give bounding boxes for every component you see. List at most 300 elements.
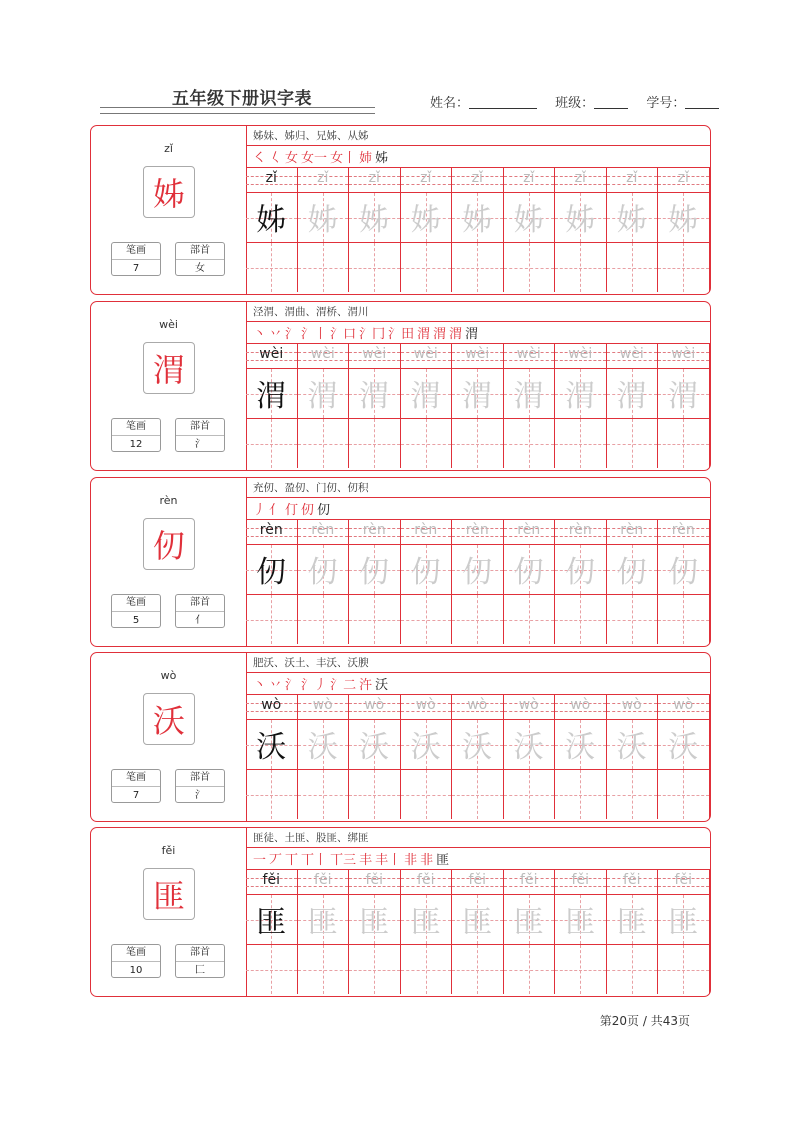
radical-label: 部首 xyxy=(176,419,224,436)
blank-practice-cell[interactable] xyxy=(246,594,298,644)
char-cell[interactable] xyxy=(658,368,710,418)
char-cell[interactable] xyxy=(246,719,298,769)
char-trace: 匪 xyxy=(256,905,287,940)
word-examples: 充仞、盈仞、门仞、仞积 xyxy=(253,482,369,494)
blank-practice-cell[interactable] xyxy=(349,769,401,819)
pinyin-trace: wèi xyxy=(413,346,438,362)
char-cell[interactable] xyxy=(555,719,607,769)
student-fields xyxy=(430,92,719,111)
pinyin-trace: zǐ xyxy=(626,170,638,186)
pinyin-cell[interactable] xyxy=(349,520,401,544)
title-underline xyxy=(100,107,375,114)
pinyin-cell[interactable] xyxy=(504,695,556,719)
pinyin-cell[interactable] xyxy=(555,870,607,894)
practice-panel xyxy=(246,478,710,646)
stroke-step: 氵⼁ xyxy=(301,327,328,342)
stroke-order xyxy=(253,147,391,166)
pinyin-trace: wèi xyxy=(516,346,541,362)
blank-practice-cell[interactable] xyxy=(246,242,298,292)
char-cell[interactable] xyxy=(452,368,504,418)
stroke-step: 丷 xyxy=(269,678,283,693)
pinyin: rèn xyxy=(159,494,178,507)
id-label: 学号： xyxy=(646,96,686,111)
stroke-count-box xyxy=(111,944,161,978)
blank-practice-cell[interactable] xyxy=(298,242,350,292)
stroke-step: 丶 xyxy=(253,327,267,342)
blank-practice-cell[interactable] xyxy=(349,242,401,292)
char-cell[interactable] xyxy=(504,894,556,944)
practice-panel xyxy=(246,126,710,294)
blank-practice-cell[interactable] xyxy=(658,769,710,819)
stroke-count-label: 笔画 xyxy=(112,770,160,787)
char-cell[interactable] xyxy=(452,894,504,944)
pinyin-cell[interactable] xyxy=(246,344,298,368)
char-cell[interactable] xyxy=(607,894,659,944)
radical-label: 部首 xyxy=(176,770,224,787)
radical-label: 部首 xyxy=(176,243,224,260)
char-trace: 姊 xyxy=(256,203,287,238)
char-cell[interactable] xyxy=(452,719,504,769)
divider xyxy=(246,321,710,322)
char-cell[interactable] xyxy=(658,544,710,594)
pinyin: wò xyxy=(160,669,177,682)
char-trace: 匪 xyxy=(668,905,699,940)
pinyin-cell[interactable] xyxy=(298,870,350,894)
stroke-step: 氵 xyxy=(285,678,299,693)
char-cell[interactable] xyxy=(452,192,504,242)
blank-practice-cell[interactable] xyxy=(658,594,710,644)
stroke-step: 女⼀ xyxy=(301,151,328,166)
char-trace: 匪 xyxy=(462,905,493,940)
stroke-step: 渭 xyxy=(417,327,431,342)
char-cell[interactable] xyxy=(246,544,298,594)
pinyin-trace: rèn xyxy=(568,522,592,538)
blank-practice-cell[interactable] xyxy=(246,944,298,994)
pinyin: zǐ xyxy=(164,142,173,155)
stroke-step: 氵⼝ xyxy=(330,327,357,342)
char-cell[interactable] xyxy=(555,894,607,944)
pinyin-trace: zǐ xyxy=(420,170,432,186)
pinyin-cell[interactable] xyxy=(401,344,453,368)
divider xyxy=(246,497,710,498)
pinyin-cell[interactable] xyxy=(349,344,401,368)
char-cell[interactable] xyxy=(607,544,659,594)
char-trace: 姊 xyxy=(668,203,699,238)
char-cell[interactable] xyxy=(298,368,350,418)
pinyin-cell[interactable] xyxy=(504,168,556,192)
divider xyxy=(246,847,710,848)
pinyin-trace: wò xyxy=(312,697,333,713)
pinyin-cell[interactable] xyxy=(555,695,607,719)
character-card xyxy=(90,125,711,295)
radical-box xyxy=(175,242,225,276)
blank-practice-cell[interactable] xyxy=(246,769,298,819)
pinyin-cell[interactable] xyxy=(504,520,556,544)
blank-practice-cell[interactable] xyxy=(401,242,453,292)
pinyin-cell[interactable] xyxy=(298,520,350,544)
char-cell[interactable] xyxy=(658,719,710,769)
pinyin-cell[interactable] xyxy=(401,870,453,894)
radical-value: 亻 xyxy=(195,615,205,626)
stroke-count-value: 7 xyxy=(132,790,140,801)
pinyin-trace: fěi xyxy=(623,872,641,888)
pinyin-trace: fěi xyxy=(571,872,589,888)
pinyin-trace: fěi xyxy=(674,872,692,888)
char-trace: 仞 xyxy=(616,555,647,590)
blank-practice-cell[interactable] xyxy=(555,769,607,819)
char-trace: 渭 xyxy=(565,379,596,414)
char-trace: 仞 xyxy=(668,555,699,590)
practice-panel xyxy=(246,653,710,821)
blank-practice-cell[interactable] xyxy=(401,944,453,994)
char-cell[interactable] xyxy=(349,368,401,418)
radical-box xyxy=(175,944,225,978)
blank-practice-cell[interactable] xyxy=(555,594,607,644)
pinyin-trace: rèn xyxy=(362,522,386,538)
stroke-count-box xyxy=(111,418,161,452)
radical-box xyxy=(175,594,225,628)
pinyin-cell[interactable] xyxy=(607,168,659,192)
char-info-panel xyxy=(91,478,247,646)
radical-box xyxy=(175,769,225,803)
stroke-count-label: 笔画 xyxy=(112,243,160,260)
blank-practice-cell[interactable] xyxy=(504,418,556,468)
pinyin-trace: rèn xyxy=(414,522,438,538)
radical-label: 部首 xyxy=(176,945,224,962)
page-title: 五年级下册识字表 xyxy=(172,89,312,109)
blank-practice-cell[interactable] xyxy=(504,242,556,292)
pinyin-trace: zǐ xyxy=(265,170,277,186)
pinyin-cell[interactable] xyxy=(401,520,453,544)
pinyin-trace: wò xyxy=(364,697,385,713)
writing-grid xyxy=(246,520,710,646)
stroke-step: 匪 xyxy=(436,853,450,868)
pinyin-trace: zǐ xyxy=(368,170,380,186)
pinyin-cell[interactable] xyxy=(658,695,710,719)
stroke-count-value: 7 xyxy=(132,263,140,274)
id-field[interactable] xyxy=(685,94,719,109)
character-card xyxy=(90,477,711,647)
char-cell[interactable] xyxy=(298,544,350,594)
stroke-count-value: 12 xyxy=(129,439,143,450)
char-trace: 仞 xyxy=(359,555,390,590)
pinyin-cell[interactable] xyxy=(452,695,504,719)
stroke-step: 亻 xyxy=(269,503,283,518)
char-trace: 仞 xyxy=(513,555,544,590)
main-character: 仞 xyxy=(143,518,195,570)
stroke-step: 丰丨 xyxy=(375,853,402,868)
blank-practice-cell[interactable] xyxy=(401,594,453,644)
pinyin-cell[interactable] xyxy=(555,344,607,368)
pinyin-cell[interactable] xyxy=(555,168,607,192)
page-number: 第20页 / 共43页 xyxy=(599,1014,690,1028)
pinyin-trace: wò xyxy=(467,697,488,713)
char-cell[interactable] xyxy=(452,544,504,594)
stroke-step: 女 xyxy=(285,151,299,166)
blank-practice-cell[interactable] xyxy=(607,418,659,468)
pinyin-trace: fěi xyxy=(262,872,280,888)
stroke-step: 氵田 xyxy=(388,327,415,342)
char-cell[interactable] xyxy=(401,894,453,944)
blank-practice-cell[interactable] xyxy=(246,418,298,468)
blank-practice-cell[interactable] xyxy=(452,242,504,292)
pinyin-cell[interactable] xyxy=(349,695,401,719)
divider xyxy=(246,145,710,146)
writing-grid xyxy=(246,695,710,821)
blank-practice-cell[interactable] xyxy=(452,594,504,644)
name-field[interactable] xyxy=(469,94,537,109)
stroke-step: 女⼁ xyxy=(330,151,357,166)
pinyin-cell[interactable] xyxy=(452,870,504,894)
stroke-step: 丰 xyxy=(359,853,373,868)
char-cell[interactable] xyxy=(298,719,350,769)
pinyin-cell[interactable] xyxy=(298,168,350,192)
char-cell[interactable] xyxy=(504,192,556,242)
blank-practice-cell[interactable] xyxy=(401,418,453,468)
stroke-order xyxy=(253,849,452,868)
pinyin-cell[interactable] xyxy=(555,520,607,544)
blank-practice-cell[interactable] xyxy=(298,769,350,819)
pinyin-trace: wèi xyxy=(259,346,284,362)
pinyin-cell[interactable] xyxy=(452,168,504,192)
char-trace: 渭 xyxy=(462,379,493,414)
pinyin-cell[interactable] xyxy=(504,870,556,894)
stroke-step: 汻 xyxy=(359,678,373,693)
stroke-step: ㇛ xyxy=(253,151,267,166)
char-info-panel xyxy=(91,126,247,294)
char-trace: 姊 xyxy=(307,203,338,238)
stroke-count-label: 笔画 xyxy=(112,945,160,962)
blank-practice-cell[interactable] xyxy=(555,944,607,994)
writing-grid xyxy=(246,168,710,294)
blank-practice-cell[interactable] xyxy=(607,242,659,292)
pinyin-trace: fěi xyxy=(468,872,486,888)
char-cell[interactable] xyxy=(401,192,453,242)
char-cell[interactable] xyxy=(401,719,453,769)
pinyin-trace: wèi xyxy=(310,346,335,362)
blank-practice-cell[interactable] xyxy=(401,769,453,819)
radical-value: 匚 xyxy=(195,965,205,976)
char-cell[interactable] xyxy=(504,368,556,418)
radical-value: 女 xyxy=(195,263,205,274)
main-character: 沃 xyxy=(143,693,195,745)
pinyin-trace: rèn xyxy=(620,522,644,538)
stroke-count-value: 5 xyxy=(132,615,140,626)
char-info-panel xyxy=(91,653,247,821)
stroke-step: 氵二 xyxy=(330,678,357,693)
stroke-order xyxy=(253,323,481,342)
practice-panel xyxy=(246,828,710,996)
pinyin-trace: fěi xyxy=(417,872,435,888)
char-trace: 沃 xyxy=(410,730,441,765)
pinyin-cell[interactable] xyxy=(349,870,401,894)
pinyin-cell[interactable] xyxy=(246,168,298,192)
char-trace: 匪 xyxy=(410,905,441,940)
stroke-step: 非 xyxy=(404,853,418,868)
char-cell[interactable] xyxy=(607,368,659,418)
char-cell[interactable] xyxy=(555,544,607,594)
pinyin-cell[interactable] xyxy=(607,520,659,544)
radical-value: 氵 xyxy=(195,439,205,450)
pinyin-trace: zǐ xyxy=(317,170,329,186)
char-cell[interactable] xyxy=(607,719,659,769)
pinyin-cell[interactable] xyxy=(298,695,350,719)
char-trace: 匪 xyxy=(513,905,544,940)
pinyin-cell[interactable] xyxy=(246,870,298,894)
blank-practice-cell[interactable] xyxy=(349,594,401,644)
char-trace: 沃 xyxy=(565,730,596,765)
char-cell[interactable] xyxy=(349,894,401,944)
pinyin-cell[interactable] xyxy=(658,168,710,192)
char-cell[interactable] xyxy=(246,894,298,944)
char-cell[interactable] xyxy=(504,544,556,594)
char-trace: 渭 xyxy=(256,379,287,414)
pinyin-trace: wèi xyxy=(619,346,644,362)
word-examples: 姊妹、姊归、兄姊、从姊 xyxy=(253,130,369,142)
char-cell[interactable] xyxy=(349,544,401,594)
pinyin-trace: wò xyxy=(570,697,591,713)
char-trace: 渭 xyxy=(668,379,699,414)
stroke-step: 丶 xyxy=(253,678,267,693)
pinyin-trace: rèn xyxy=(259,522,283,538)
char-cell[interactable] xyxy=(298,894,350,944)
char-trace: 匪 xyxy=(565,905,596,940)
pinyin-trace: wò xyxy=(673,697,694,713)
pinyin-cell[interactable] xyxy=(298,344,350,368)
blank-practice-cell[interactable] xyxy=(658,242,710,292)
char-cell[interactable] xyxy=(246,368,298,418)
stroke-count-value: 10 xyxy=(129,965,143,976)
char-trace: 沃 xyxy=(616,730,647,765)
stroke-step: 仞 xyxy=(317,503,331,518)
pinyin-cell[interactable] xyxy=(607,695,659,719)
char-trace: 沃 xyxy=(462,730,493,765)
char-cell[interactable] xyxy=(401,368,453,418)
blank-practice-cell[interactable] xyxy=(452,944,504,994)
class-field[interactable] xyxy=(594,94,628,109)
blank-practice-cell[interactable] xyxy=(504,944,556,994)
stroke-step: 姊 xyxy=(375,151,389,166)
char-cell[interactable] xyxy=(607,192,659,242)
stroke-count-box xyxy=(111,242,161,276)
pinyin-cell[interactable] xyxy=(658,870,710,894)
radical-label: 部首 xyxy=(176,595,224,612)
pinyin-cell[interactable] xyxy=(658,520,710,544)
pinyin-cell[interactable] xyxy=(401,695,453,719)
char-trace: 仞 xyxy=(256,555,287,590)
practice-panel xyxy=(246,302,710,470)
char-cell[interactable] xyxy=(555,368,607,418)
blank-practice-cell[interactable] xyxy=(504,769,556,819)
stroke-order xyxy=(253,674,391,693)
blank-practice-cell[interactable] xyxy=(658,944,710,994)
blank-practice-cell[interactable] xyxy=(452,769,504,819)
blank-practice-cell[interactable] xyxy=(658,418,710,468)
char-trace: 匪 xyxy=(616,905,647,940)
pinyin-cell[interactable] xyxy=(349,168,401,192)
char-cell[interactable] xyxy=(658,894,710,944)
main-character: 匪 xyxy=(143,868,195,920)
stroke-step: 丿 xyxy=(253,503,267,518)
pinyin-trace: rèn xyxy=(465,522,489,538)
char-cell[interactable] xyxy=(658,192,710,242)
char-cell[interactable] xyxy=(246,192,298,242)
pinyin-trace: wò xyxy=(261,697,282,713)
blank-practice-cell[interactable] xyxy=(607,594,659,644)
character-card xyxy=(90,652,711,822)
word-examples: 泾渭、渭曲、渭桥、渭川 xyxy=(253,306,369,318)
blank-practice-cell[interactable] xyxy=(607,944,659,994)
char-cell[interactable] xyxy=(349,192,401,242)
radical-value: 氵 xyxy=(195,790,205,801)
stroke-step: 丅 xyxy=(285,853,299,868)
char-trace: 渭 xyxy=(616,379,647,414)
pinyin: wèi xyxy=(159,318,178,331)
pinyin-trace: wèi xyxy=(671,346,696,362)
pinyin-cell[interactable] xyxy=(246,520,298,544)
divider xyxy=(246,672,710,673)
char-cell[interactable] xyxy=(504,719,556,769)
blank-practice-cell[interactable] xyxy=(298,944,350,994)
char-trace: 沃 xyxy=(256,730,287,765)
char-trace: 仞 xyxy=(565,555,596,590)
page-header xyxy=(0,0,800,120)
pinyin-trace: wò xyxy=(518,697,539,713)
char-trace: 姊 xyxy=(359,203,390,238)
char-cell[interactable] xyxy=(349,719,401,769)
stroke-step: 仃 xyxy=(285,503,299,518)
stroke-step: 丅丨 xyxy=(301,853,328,868)
writing-grid xyxy=(246,344,710,470)
char-cell[interactable] xyxy=(401,544,453,594)
blank-practice-cell[interactable] xyxy=(298,418,350,468)
blank-practice-cell[interactable] xyxy=(504,594,556,644)
stroke-step: 仞 xyxy=(301,503,315,518)
pinyin-cell[interactable] xyxy=(401,168,453,192)
word-examples: 匪徒、土匪、股匪、绑匪 xyxy=(253,832,369,844)
pinyin-cell[interactable] xyxy=(246,695,298,719)
pinyin-cell[interactable] xyxy=(658,344,710,368)
blank-practice-cell[interactable] xyxy=(452,418,504,468)
blank-practice-cell[interactable] xyxy=(607,769,659,819)
pinyin-cell[interactable] xyxy=(504,344,556,368)
char-trace: 渭 xyxy=(410,379,441,414)
pinyin-cell[interactable] xyxy=(607,870,659,894)
char-trace: 姊 xyxy=(410,203,441,238)
pinyin-cell[interactable] xyxy=(452,344,504,368)
pinyin-trace: wèi xyxy=(465,346,490,362)
blank-practice-cell[interactable] xyxy=(349,418,401,468)
char-cell[interactable] xyxy=(555,192,607,242)
pinyin-trace: wò xyxy=(621,697,642,713)
pinyin-cell[interactable] xyxy=(452,520,504,544)
char-cell[interactable] xyxy=(298,192,350,242)
blank-practice-cell[interactable] xyxy=(349,944,401,994)
pinyin-trace: fěi xyxy=(365,872,383,888)
class-label: 班级： xyxy=(555,96,595,111)
pinyin: fěi xyxy=(161,844,176,857)
blank-practice-cell[interactable] xyxy=(555,418,607,468)
pinyin-cell[interactable] xyxy=(607,344,659,368)
name-label: 姓名： xyxy=(430,96,470,111)
stroke-step: 一 xyxy=(253,853,267,868)
pinyin-trace: zǐ xyxy=(523,170,535,186)
blank-practice-cell[interactable] xyxy=(555,242,607,292)
blank-practice-cell[interactable] xyxy=(298,594,350,644)
char-trace: 沃 xyxy=(513,730,544,765)
writing-grid xyxy=(246,870,710,996)
stroke-step: 丷 xyxy=(269,327,283,342)
